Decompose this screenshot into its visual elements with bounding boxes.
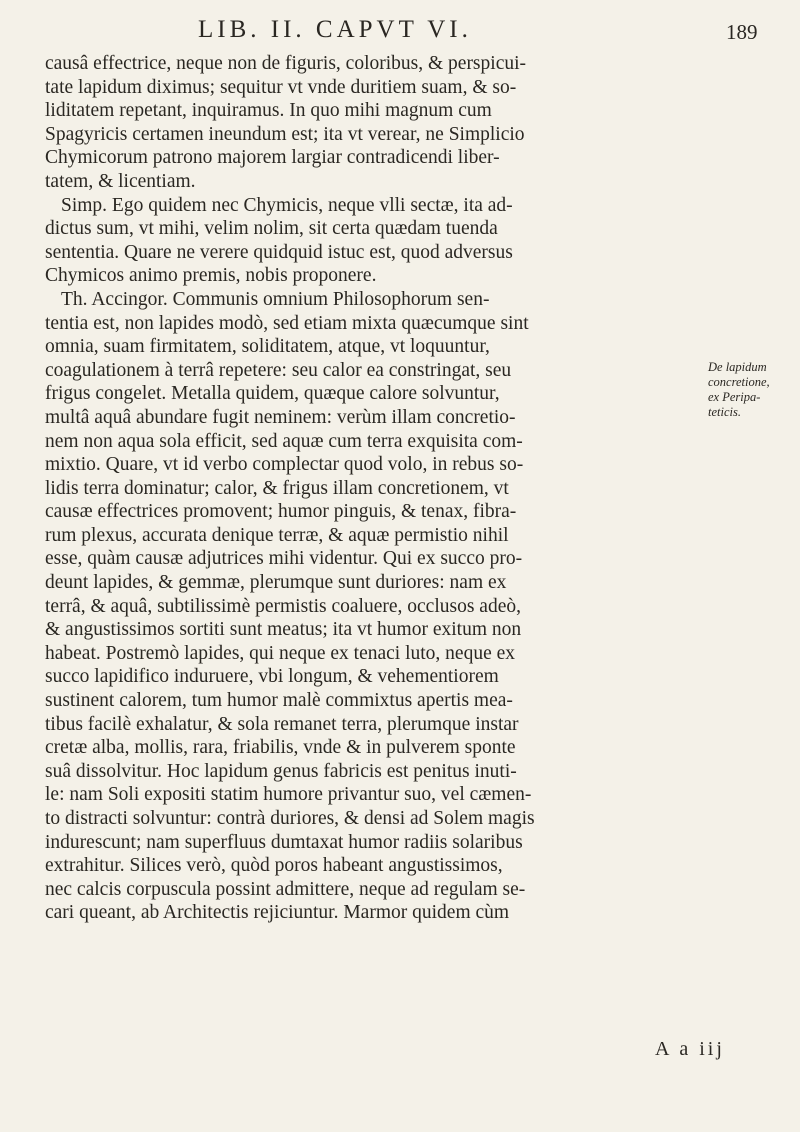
margin-note-line: teticis. xyxy=(708,405,741,419)
text-line: causâ effectrice, neque non de figuris, coloribus, & perspicui- xyxy=(45,53,527,74)
text-line: sententia. Quare ne verere quidquid istuc est, quod adversus xyxy=(45,241,513,263)
text-line: succo lapidifico induruere, vbi longum, & vehementiorem xyxy=(45,666,499,688)
margin-note xyxy=(708,360,796,420)
signature-mark: A a iij xyxy=(655,1038,725,1060)
text-line: cari queant, ab Architectis rejiciuntur. Marmor quidem cùm xyxy=(45,902,510,924)
text-line: Chymicos animo premis, nobis proponere. xyxy=(45,265,377,287)
text-line: Chymicorum patrono majorem largiar contradicendi liber- xyxy=(45,147,500,169)
text-line: Th. Accingor. Communis omnium Philosophorum sen- xyxy=(61,288,490,310)
text-line: to distracti solvuntur: contrà duriores, & densi ad Solem magis xyxy=(45,808,535,829)
text-line: causæ effectrices promovent; humor pinguis, & tenax, fibra- xyxy=(45,501,517,523)
text-line: tate lapidum diximus; sequitur vt vnde duritiem suam, & so- xyxy=(45,76,517,98)
text-line: tibus facilè exhalatur, & sola remanet terra, plerumque instar xyxy=(45,713,519,735)
text-line: habeat. Postremò lapides, qui neque ex tenaci luto, neque ex xyxy=(45,642,516,664)
text-line: tentia est, non lapides modò, sed etiam mixta quæcumque sint xyxy=(45,312,529,334)
text-line: indurescunt; nam superfluus dumtaxat humor radiis solaribus xyxy=(45,831,523,853)
text-line: cretæ alba, mollis, rara, friabilis, vnde & in pulverem sponte xyxy=(45,737,516,759)
text-line: coagulationem à terrâ repetere: seu calor ea constringat, seu xyxy=(45,359,512,381)
running-title: LIB. II. CAPVT VI. xyxy=(198,16,472,43)
text-line: rum plexus, accurata denique terræ, & aquæ permistio nihil xyxy=(45,524,509,546)
text-line: deunt lapides, & gemmæ, plerumque sunt duriores: nam ex xyxy=(45,572,507,594)
text-line: extrahitur. Silices verò, quòd poros habeant angustissimos, xyxy=(45,855,503,877)
text-line: esse, quàm causæ adjutrices mihi videntur. Qui ex succo pro- xyxy=(45,548,523,570)
running-head xyxy=(198,16,778,46)
margin-note-line: De lapidum xyxy=(708,360,767,374)
margin-note-line: ex Peripa- xyxy=(708,390,761,404)
text-line: Spagyricis certamen ineundum est; ita vt verear, ne Simplicio xyxy=(45,123,525,145)
text-line: lidis terra dominatur; calor, & frigus illam concretionem, vt xyxy=(45,477,509,499)
body-text xyxy=(45,52,695,925)
page-number: 189 xyxy=(726,20,758,44)
text-line: liditatem repetant, inquiramus. In quo mihi magnum cum xyxy=(45,100,492,122)
text-line: omnia, suam firmitatem, soliditatem, atque, vt loquuntur, xyxy=(45,336,490,358)
text-line: dictus sum, vt mihi, velim nolim, sit certa quædam tuenda xyxy=(45,218,498,240)
text-line: sustinent calorem, tum humor malè commixtus apertis mea- xyxy=(45,690,513,712)
text-line: mixtio. Quare, vt id verbo complectar quod volo, in rebus so- xyxy=(45,454,524,476)
text-line: & angustissimos sortiti sunt meatus; ita vt humor exitum non xyxy=(45,619,522,641)
text-line: tatem, & licentiam. xyxy=(45,170,196,192)
text-line: frigus congelet. Metalla quidem, quæque calore solvuntur, xyxy=(45,383,500,405)
text-line: le: nam Soli expositi statim humore privantur suo, vel cæmen- xyxy=(45,784,532,806)
text-line: nem non aqua sola efficit, sed aquæ cum terra exquisita com- xyxy=(45,430,523,452)
text-line: terrâ, & aquâ, subtilissimè permistis coaluere, occlusos adeò, xyxy=(45,595,521,617)
text-line: multâ aquâ abundare fugit neminem: verùm illam concretio- xyxy=(45,406,516,428)
text-line: suâ dissolvitur. Hoc lapidum genus fabricis est penitus inuti- xyxy=(45,760,517,782)
text-line: nec calcis corpuscula possint admittere, neque ad regulam se- xyxy=(45,878,526,900)
text-line: Simp. Ego quidem nec Chymicis, neque vlli sectæ, ita ad- xyxy=(61,194,513,216)
margin-note-line: concretione, xyxy=(708,375,770,389)
